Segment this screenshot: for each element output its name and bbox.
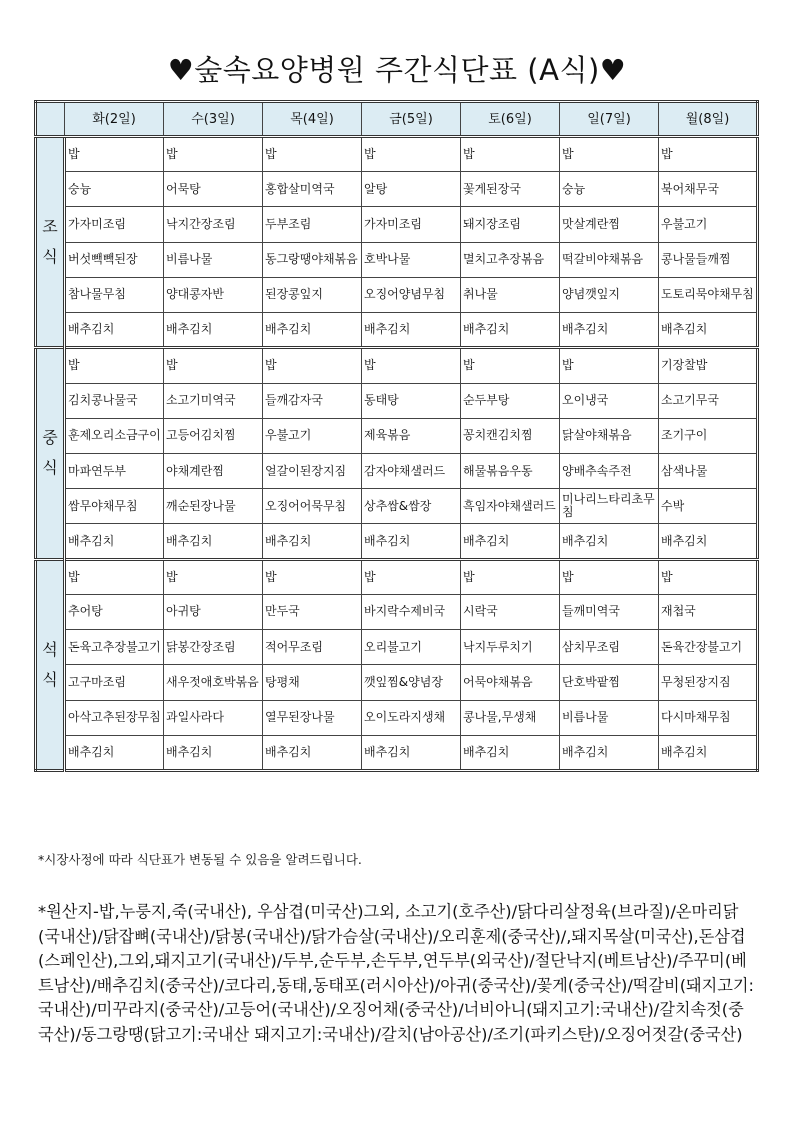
menu-item: 밥 — [263, 137, 362, 172]
menu-item: 밥 — [461, 348, 560, 383]
menu-item: 밥 — [263, 559, 362, 594]
day-header: 수(3일) — [164, 102, 263, 137]
menu-item: 아삭고추된장무침 — [65, 700, 164, 735]
menu-row — [36, 735, 758, 770]
day-header: 토(6일) — [461, 102, 560, 137]
menu-item: 삼색나물 — [659, 453, 758, 488]
menu-item: 비름나물 — [164, 242, 263, 277]
menu-item: 낙지두루치기 — [461, 630, 560, 665]
menu-item: 삼치무조림 — [560, 630, 659, 665]
menu-item: 무청된장지짐 — [659, 665, 758, 700]
day-header: 금(5일) — [362, 102, 461, 137]
menu-item: 얼갈이된장지짐 — [263, 453, 362, 488]
day-header: 화(2일) — [65, 102, 164, 137]
menu-item: 김치콩나물국 — [65, 383, 164, 418]
menu-item: 알탕 — [362, 172, 461, 207]
menu-item: 배추김치 — [65, 524, 164, 559]
menu-item: 낙지간장조림 — [164, 207, 263, 242]
menu-item: 수박 — [659, 489, 758, 524]
menu-row — [36, 137, 758, 172]
menu-item: 밥 — [164, 559, 263, 594]
menu-item: 소고기미역국 — [164, 383, 263, 418]
menu-item: 조기구이 — [659, 418, 758, 453]
menu-item: 훈제오리소금구이 — [65, 418, 164, 453]
menu-item: 오징어양념무침 — [362, 277, 461, 312]
menu-item: 동그랑땡야채볶음 — [263, 242, 362, 277]
menu-item: 배추김치 — [263, 735, 362, 770]
menu-item: 아귀탕 — [164, 594, 263, 629]
menu-item: 배추김치 — [659, 524, 758, 559]
menu-item: 배추김치 — [461, 524, 560, 559]
menu-item: 된장콩잎지 — [263, 277, 362, 312]
menu-item: 탕평채 — [263, 665, 362, 700]
menu-item: 밥 — [659, 559, 758, 594]
menu-item: 바지락수제비국 — [362, 594, 461, 629]
menu-item: 콩나물,무생채 — [461, 700, 560, 735]
menu-item: 배추김치 — [263, 524, 362, 559]
menu-item: 떡갈비야채볶음 — [560, 242, 659, 277]
menu-item: 밥 — [560, 137, 659, 172]
menu-item: 밥 — [362, 348, 461, 383]
menu-item: 새우젓애호박볶음 — [164, 665, 263, 700]
menu-item: 깻잎찜&양념장 — [362, 665, 461, 700]
menu-item: 버섯빽빽된장 — [65, 242, 164, 277]
menu-item: 가자미조림 — [362, 207, 461, 242]
menu-item: 재첩국 — [659, 594, 758, 629]
menu-item: 배추김치 — [164, 313, 263, 348]
menu-item: 배추김치 — [461, 313, 560, 348]
menu-item: 깨순된장나물 — [164, 489, 263, 524]
menu-item: 시락국 — [461, 594, 560, 629]
menu-item: 단호박팥찜 — [560, 665, 659, 700]
menu-row — [36, 277, 758, 312]
menu-item: 북어채무국 — [659, 172, 758, 207]
menu-item: 돈육고추장불고기 — [65, 630, 164, 665]
menu-item: 숭늉 — [560, 172, 659, 207]
menu-item: 야채계란찜 — [164, 453, 263, 488]
menu-item: 추어탕 — [65, 594, 164, 629]
notice-text: *시장사정에 따라 식단표가 변동될 수 있음을 알려드립니다. — [38, 852, 362, 867]
menu-item: 배추김치 — [164, 735, 263, 770]
menu-item: 상추쌈&쌈장 — [362, 489, 461, 524]
meal-label: 중 식 — [36, 348, 65, 559]
menu-item: 만두국 — [263, 594, 362, 629]
menu-row — [36, 524, 758, 559]
menu-item: 숭늉 — [65, 172, 164, 207]
menu-item: 가자미조림 — [65, 207, 164, 242]
meal-label: 석 식 — [36, 559, 65, 770]
menu-item: 양념깻잎지 — [560, 277, 659, 312]
menu-item: 배추김치 — [560, 524, 659, 559]
menu-item: 양배추속주전 — [560, 453, 659, 488]
menu-item: 배추김치 — [560, 313, 659, 348]
menu-item: 도토리묵야채무침 — [659, 277, 758, 312]
menu-row — [36, 559, 758, 594]
menu-item: 우불고기 — [659, 207, 758, 242]
menu-item: 밥 — [65, 559, 164, 594]
menu-item: 소고기무국 — [659, 383, 758, 418]
menu-item: 고등어김치찜 — [164, 418, 263, 453]
menu-item: 어묵야채볶음 — [461, 665, 560, 700]
menu-item: 비름나물 — [560, 700, 659, 735]
menu-item: 들깨미역국 — [560, 594, 659, 629]
menu-item: 돼지장조림 — [461, 207, 560, 242]
menu-item: 우불고기 — [263, 418, 362, 453]
menu-item: 어묵탕 — [164, 172, 263, 207]
menu-item: 오리불고기 — [362, 630, 461, 665]
menu-item: 밥 — [362, 559, 461, 594]
menu-row — [36, 630, 758, 665]
menu-row — [36, 207, 758, 242]
menu-item: 맛살계란찜 — [560, 207, 659, 242]
menu-item: 감자야채샐러드 — [362, 453, 461, 488]
menu-item: 돈육간장불고기 — [659, 630, 758, 665]
menu-item: 오이냉국 — [560, 383, 659, 418]
menu-row — [36, 453, 758, 488]
menu-item: 밥 — [164, 348, 263, 383]
menu-row — [36, 489, 758, 524]
day-header: 일(7일) — [560, 102, 659, 137]
menu-row — [36, 383, 758, 418]
menu-item: 콩나물들깨찜 — [659, 242, 758, 277]
menu-item: 배추김치 — [362, 735, 461, 770]
weekly-menu-table — [34, 100, 759, 772]
menu-item: 배추김치 — [362, 524, 461, 559]
meal-label: 조 식 — [36, 137, 65, 348]
menu-item: 배추김치 — [560, 735, 659, 770]
menu-row — [36, 313, 758, 348]
menu-item: 오이도라지생채 — [362, 700, 461, 735]
menu-item: 밥 — [560, 348, 659, 383]
menu-row — [36, 418, 758, 453]
menu-row — [36, 594, 758, 629]
menu-row — [36, 665, 758, 700]
menu-item: 꽁치캔김치찜 — [461, 418, 560, 453]
menu-row — [36, 172, 758, 207]
menu-item: 적어무조림 — [263, 630, 362, 665]
menu-item: 홍합살미역국 — [263, 172, 362, 207]
menu-item: 오징어어묵무침 — [263, 489, 362, 524]
menu-item: 취나물 — [461, 277, 560, 312]
menu-item: 양대콩자반 — [164, 277, 263, 312]
menu-item: 밥 — [164, 137, 263, 172]
menu-item: 밥 — [263, 348, 362, 383]
menu-item: 배추김치 — [659, 313, 758, 348]
menu-item: 밥 — [560, 559, 659, 594]
menu-item: 배추김치 — [659, 735, 758, 770]
menu-item: 흑임자야채샐러드 — [461, 489, 560, 524]
menu-item: 과일사라다 — [164, 700, 263, 735]
menu-item: 다시마채무침 — [659, 700, 758, 735]
menu-item: 밥 — [65, 137, 164, 172]
menu-item: 밥 — [362, 137, 461, 172]
menu-item: 닭살야채볶음 — [560, 418, 659, 453]
menu-item: 동태탕 — [362, 383, 461, 418]
menu-item: 멸치고추장볶음 — [461, 242, 560, 277]
header-row — [36, 102, 758, 137]
menu-item: 두부조림 — [263, 207, 362, 242]
menu-item: 밥 — [461, 137, 560, 172]
day-header: 목(4일) — [263, 102, 362, 137]
menu-body — [36, 137, 758, 771]
menu-item: 기장찰밥 — [659, 348, 758, 383]
menu-item: 배추김치 — [65, 313, 164, 348]
menu-item: 밥 — [461, 559, 560, 594]
menu-item: 순두부탕 — [461, 383, 560, 418]
menu-row — [36, 242, 758, 277]
menu-item: 배추김치 — [164, 524, 263, 559]
menu-item: 밥 — [659, 137, 758, 172]
origin-info-text: *원산지-밥,누룽지,죽(국내산), 우삼겹(미국산)그외, 소고기(호주산)/닭다리살정육(브라질)/온마리닭(국내산)/닭잡뼈(국내산)/닭봉(국내산)/닭가슴살(국내산)/오리훈제(중국산)/,돼지목살(미국산),돈삼겹(스페인산),그외,돼지고기(국내산)/두부,순두부,손두부,연두부(외국산)/절단낙지(베트남산)/주꾸미(베트남산)/배추김치(중국산)/코다리,동태,동태포(러시아산)/아귀(중국산)/꽃게(중국산)/떡갈비(돼지고기:국내산)/미꾸라지(중국산)/고등어(국내산)/오징어채(중국산)/너비아니(돼지고기:국내산)/갈치속젓(중국산)/동그랑땡(닭고기:국내산 돼지고기:국내산)/갈치(남아공산)/조기(파키스탄)/오징어젓갈(중국산) — [38, 902, 755, 1044]
menu-item: 미나리느타리초무침 — [560, 489, 659, 524]
menu-row — [36, 348, 758, 383]
corner-cell — [36, 102, 65, 137]
day-header: 월(8일) — [659, 102, 758, 137]
menu-item: 들깨감자국 — [263, 383, 362, 418]
menu-item: 꽃게된장국 — [461, 172, 560, 207]
menu-item: 제육볶음 — [362, 418, 461, 453]
menu-item: 호박나물 — [362, 242, 461, 277]
menu-item: 닭봉간장조림 — [164, 630, 263, 665]
menu-item: 열무된장나물 — [263, 700, 362, 735]
menu-item: 해물볶음우동 — [461, 453, 560, 488]
page-title: ♥숲속요양병원 주간식단표 (A식)♥ — [167, 53, 627, 87]
menu-item: 참나물무침 — [65, 277, 164, 312]
menu-item: 배추김치 — [461, 735, 560, 770]
menu-item: 배추김치 — [65, 735, 164, 770]
menu-item: 마파연두부 — [65, 453, 164, 488]
menu-item: 배추김치 — [263, 313, 362, 348]
menu-item: 밥 — [65, 348, 164, 383]
menu-item: 고구마조림 — [65, 665, 164, 700]
menu-row — [36, 700, 758, 735]
menu-item: 쌈무야채무침 — [65, 489, 164, 524]
menu-item: 배추김치 — [362, 313, 461, 348]
